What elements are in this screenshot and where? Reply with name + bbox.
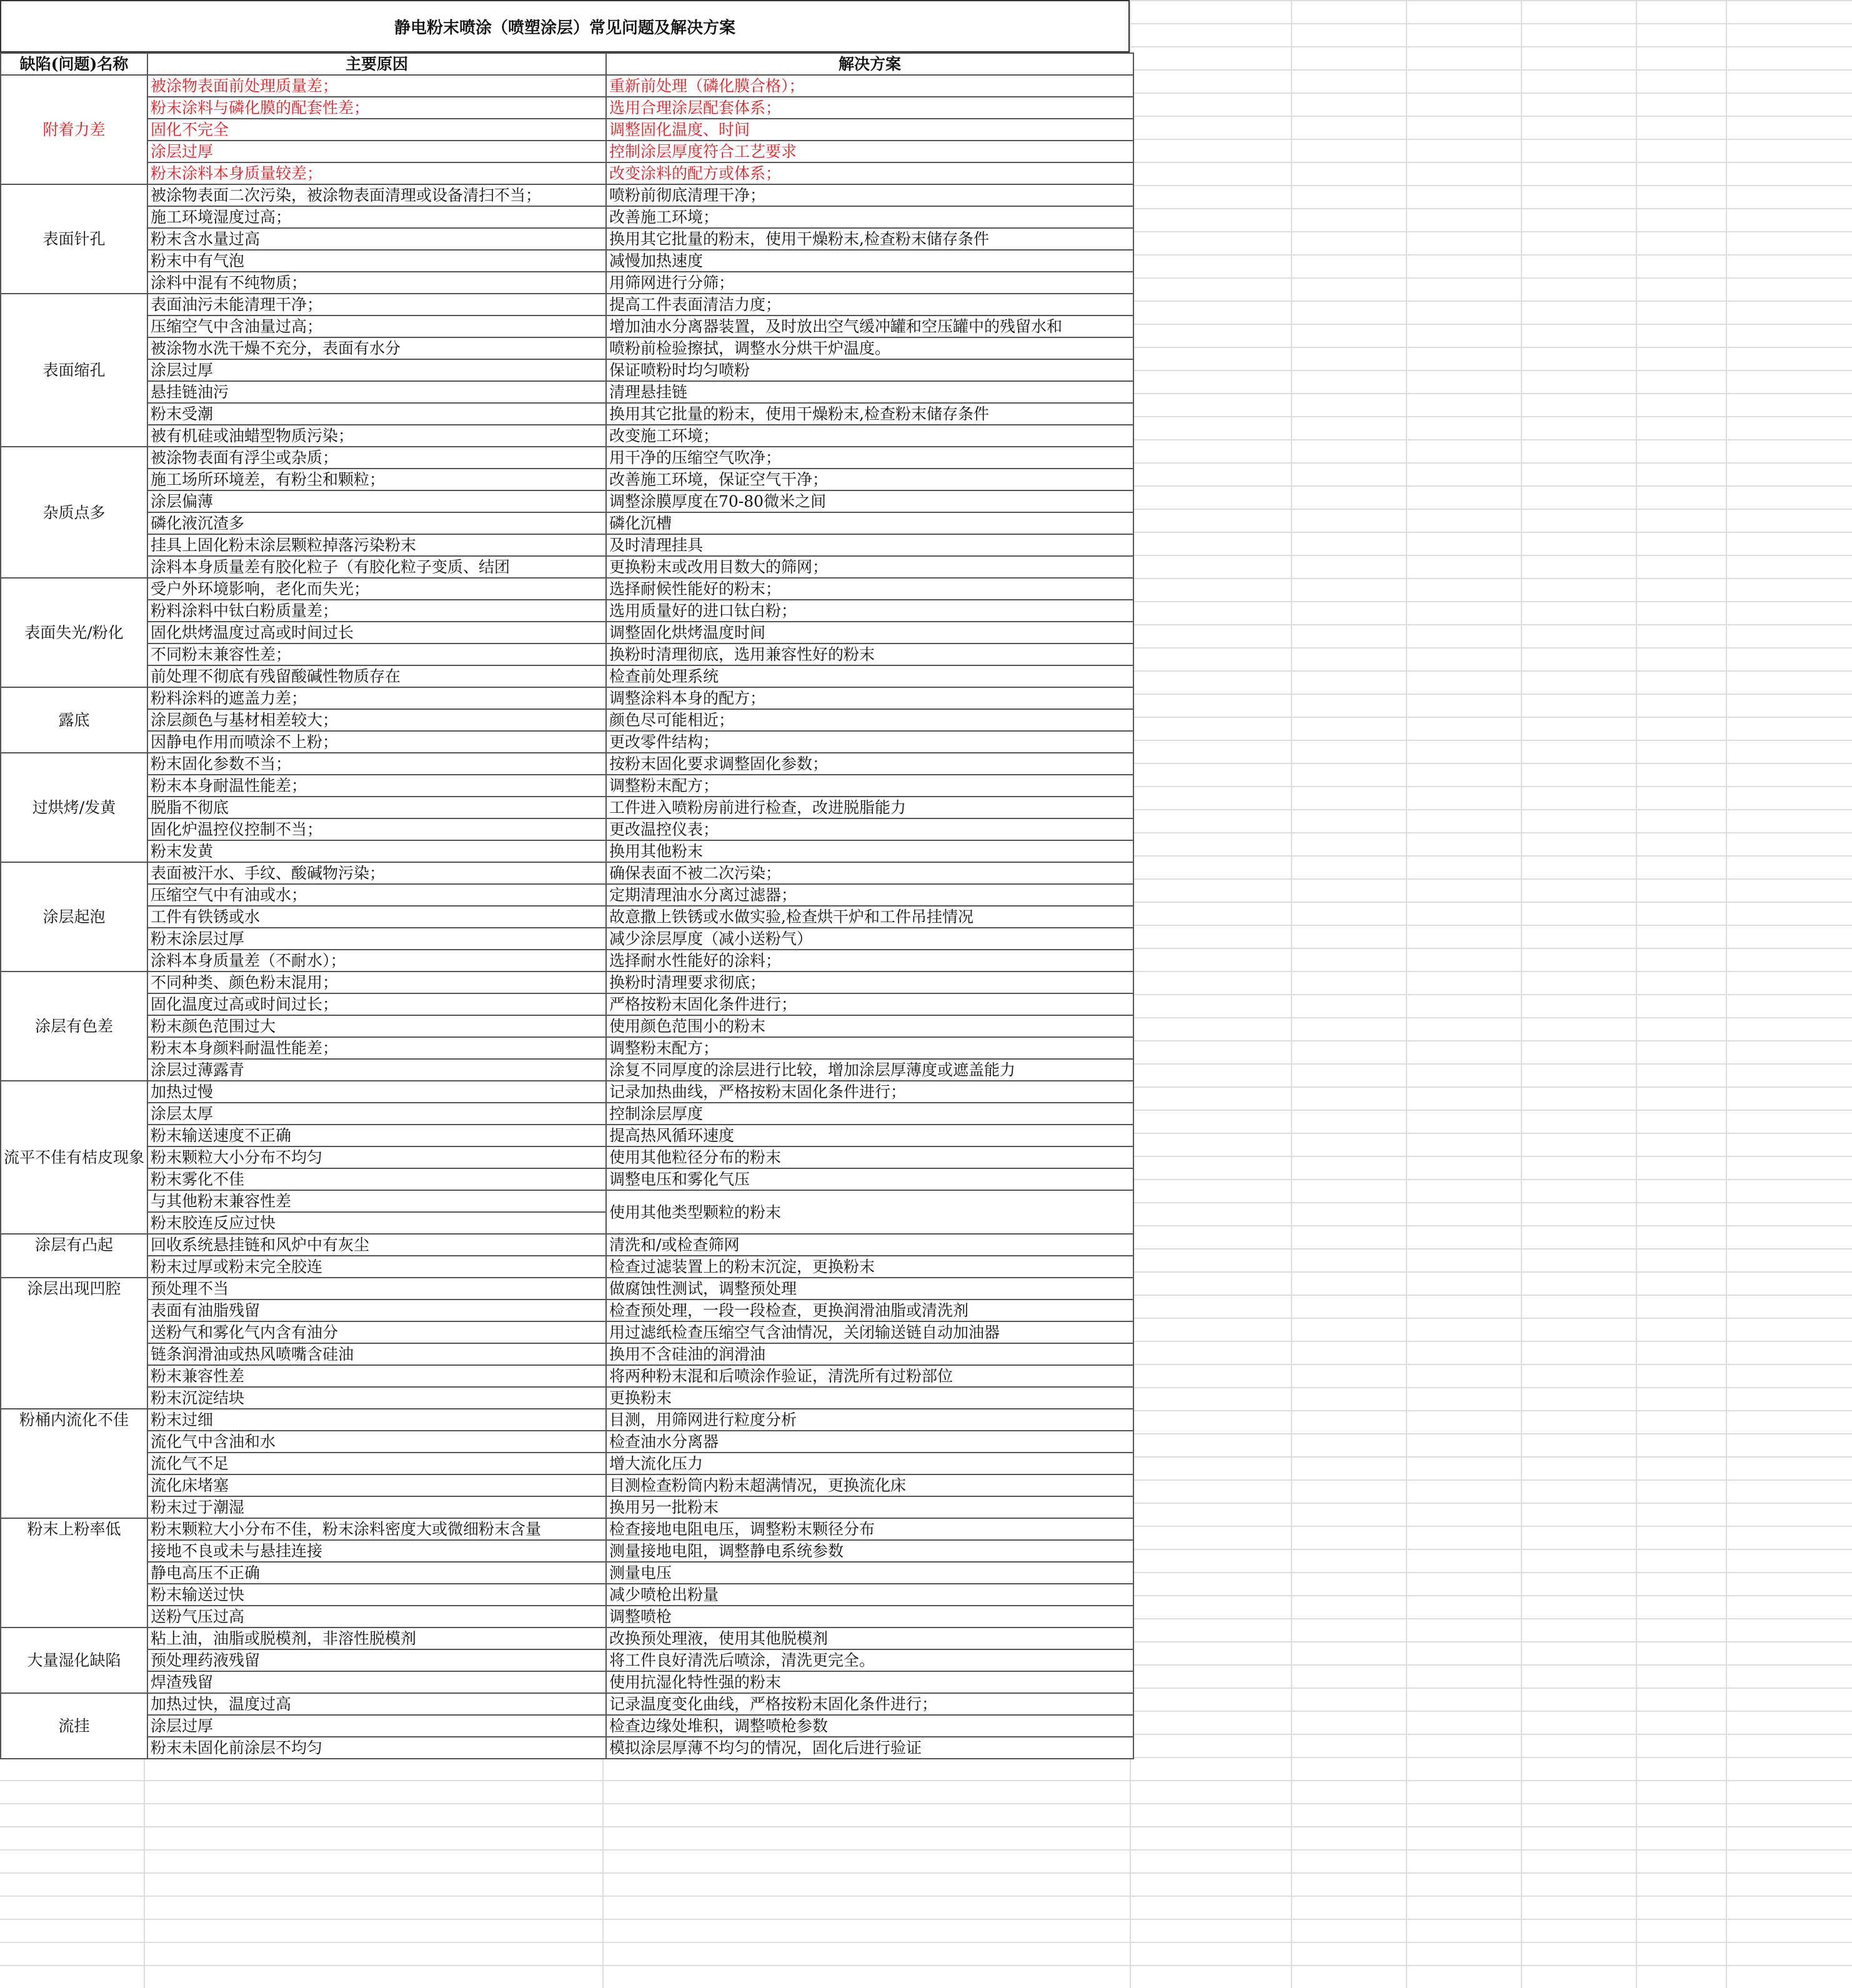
- table-row: [1, 425, 1133, 447]
- solution-cell[interactable]: 换用其他粉末: [606, 840, 1133, 862]
- solution-cell[interactable]: 检查边缘处堆积，调整喷枪参数: [606, 1715, 1133, 1737]
- cause-cell[interactable]: 粉末涂料与磷化膜的配套性差；: [147, 97, 606, 119]
- table-row: [1, 228, 1133, 250]
- solution-cell[interactable]: 换粉时清理要求彻底；: [606, 972, 1133, 993]
- cause-cell[interactable]: 焊渣残留: [147, 1671, 606, 1693]
- cause-cell[interactable]: 粉末本身耐温性能差；: [147, 775, 606, 797]
- table-row: [1, 556, 1133, 578]
- table-row: [1, 97, 1133, 119]
- solution-cell[interactable]: 调整涂料本身的配方；: [606, 687, 1133, 709]
- table-row: [1, 1015, 1133, 1037]
- defect-name-cell[interactable]: 流平不佳有桔皮现象: [1, 1081, 147, 1234]
- table-row: [1, 359, 1133, 381]
- table-row: [1, 993, 1133, 1015]
- table-row: [1, 687, 1133, 709]
- table-row: [1, 1453, 1133, 1474]
- cause-cell[interactable]: 涂料本身质量差有胶化粒子（有胶化粒子变质、结团: [147, 556, 606, 578]
- solution-cell[interactable]: 故意撒上铁锈或水做实验,检查烘干炉和工件吊挂情况: [606, 906, 1133, 928]
- table-row: [1, 1606, 1133, 1628]
- solution-cell[interactable]: 换用另一批粉末: [606, 1496, 1133, 1518]
- cause-cell[interactable]: 粉末发黄: [147, 840, 606, 862]
- cause-cell[interactable]: 不同种类、颜色粉末混用；: [147, 972, 606, 993]
- solution-cell[interactable]: 工件进入喷粉房前进行检查，改进脱脂能力: [606, 797, 1133, 818]
- cause-cell[interactable]: 粉末胶连反应过快: [147, 1212, 606, 1234]
- cause-cell[interactable]: 磷化液沉渣多: [147, 512, 606, 534]
- solution-cell[interactable]: 增大流化压力: [606, 1453, 1133, 1474]
- table-row: [1, 250, 1133, 272]
- solution-cell[interactable]: 检查接地电阻电压，调整粉末颗径分布: [606, 1518, 1133, 1540]
- table-row: [1, 1365, 1133, 1387]
- table-row: [1, 775, 1133, 797]
- solution-cell[interactable]: 使用抗湿化特性强的粉末: [606, 1671, 1133, 1693]
- table-row: [1, 1387, 1133, 1409]
- cause-cell[interactable]: 悬挂链油污: [147, 381, 606, 403]
- cause-cell[interactable]: 流化气不足: [147, 1453, 606, 1474]
- cause-cell[interactable]: 涂层过厚: [147, 141, 606, 162]
- solution-cell[interactable]: 检查前处理系统: [606, 665, 1133, 687]
- table-row: [1, 1518, 1133, 1540]
- table-row: [1, 1190, 1133, 1212]
- cause-cell[interactable]: 涂层过厚: [147, 1715, 606, 1737]
- cause-cell[interactable]: 压缩空气中有油或水；: [147, 884, 606, 906]
- table-row: [1, 162, 1133, 184]
- defect-name-cell[interactable]: 粉末上粉率低: [1, 1518, 147, 1628]
- cause-cell[interactable]: 固化温度过高或时间过长；: [147, 993, 606, 1015]
- gridline: [0, 1942, 1852, 1943]
- cause-cell[interactable]: 因静电作用而喷涂不上粉；: [147, 731, 606, 753]
- defect-name-cell[interactable]: 表面失光/粉化: [1, 578, 147, 687]
- solution-cell[interactable]: 模拟涂层厚薄不均匀的情况，固化后进行验证: [606, 1737, 1133, 1759]
- header-defect[interactable]: 缺陷(问题)名称: [1, 53, 147, 75]
- solution-cell[interactable]: 定期清理油水分离过滤器；: [606, 884, 1133, 906]
- cause-cell[interactable]: 粉末输送速度不正确: [147, 1125, 606, 1146]
- table-row: [1, 141, 1133, 162]
- defect-name-cell[interactable]: 表面缩孔: [1, 294, 147, 447]
- solution-cell[interactable]: 涂复不同厚度的涂层进行比较，增加涂层厚薄度或遮盖能力: [606, 1059, 1133, 1081]
- solution-cell[interactable]: 选用合理涂层配套体系；: [606, 97, 1133, 119]
- gridline: [0, 1872, 1852, 1874]
- defect-name-cell[interactable]: 涂层有凸起: [1, 1234, 147, 1278]
- table-row: [1, 665, 1133, 687]
- solution-cell[interactable]: 喷粉前检验擦拭，调整水分烘干炉温度。: [606, 337, 1133, 359]
- table-row: [1, 622, 1133, 644]
- solution-cell[interactable]: 调整涂膜厚度在70-80微米之间: [606, 490, 1133, 512]
- table-row: [1, 1081, 1133, 1103]
- solution-cell[interactable]: 保证喷粉时均匀喷粉: [606, 359, 1133, 381]
- table-row: [1, 1059, 1133, 1081]
- cause-cell[interactable]: 前处理不彻底有残留酸碱性物质存在: [147, 665, 606, 687]
- defect-name-cell[interactable]: 大量湿化缺陷: [1, 1628, 147, 1693]
- solution-cell[interactable]: 换用其它批量的粉末，使用干燥粉末,检查粉末储存条件: [606, 403, 1133, 425]
- solution-cell[interactable]: 调整粉末配方；: [606, 1037, 1133, 1059]
- cause-cell[interactable]: 被涂物表面二次污染，被涂物表面清理或设备清扫不当；: [147, 184, 606, 206]
- cause-cell[interactable]: 涂层过薄露青: [147, 1059, 606, 1081]
- cause-cell[interactable]: 不同粉末兼容性差；: [147, 644, 606, 665]
- table-row: [1, 1300, 1133, 1321]
- solution-cell[interactable]: 用干净的压缩空气吹净；: [606, 447, 1133, 469]
- solution-cell[interactable]: 换用不含硅油的润滑油: [606, 1343, 1133, 1365]
- solution-cell[interactable]: 将两种粉末混和后喷涂作验证，清洗所有过粉部位: [606, 1365, 1133, 1387]
- solution-cell[interactable]: 更换粉末或改用目数大的筛网；: [606, 556, 1133, 578]
- table-row: [1, 840, 1133, 862]
- cause-cell[interactable]: 加热过慢: [147, 1081, 606, 1103]
- solution-cell[interactable]: 按粉末固化要求调整固化参数；: [606, 753, 1133, 775]
- table-row: [1, 731, 1133, 753]
- solution-cell[interactable]: 重新前处理（磷化膜合格）；: [606, 75, 1133, 97]
- table-row: [1, 1649, 1133, 1671]
- solution-cell[interactable]: 改善施工环境；: [606, 206, 1133, 228]
- cause-cell[interactable]: 接地不良或未与悬挂连接: [147, 1540, 606, 1562]
- table-row: [1, 950, 1133, 972]
- solution-cell[interactable]: 调整电压和雾化气压: [606, 1168, 1133, 1190]
- table-row: [1, 1540, 1133, 1562]
- solution-cell[interactable]: 使用其他类型颗粒的粉末: [606, 1190, 1133, 1234]
- cause-cell[interactable]: 粉末沉淀结块: [147, 1387, 606, 1409]
- table-row: [1, 928, 1133, 950]
- solution-cell[interactable]: 记录温度变化曲线，严格按粉末固化条件进行；: [606, 1693, 1133, 1715]
- solution-cell[interactable]: 改换预处理液，使用其他脱模剂: [606, 1628, 1133, 1649]
- solution-cell[interactable]: 用过滤纸检查压缩空气含油情况，关闭输送链自动加油器: [606, 1321, 1133, 1343]
- table-row: [1, 1234, 1133, 1256]
- table-row: [1, 578, 1133, 600]
- table-row: [1, 862, 1133, 884]
- solution-cell[interactable]: 改变施工环境；: [606, 425, 1133, 447]
- solution-cell[interactable]: 换用其它批量的粉末，使用干燥粉末,检查粉末储存条件: [606, 228, 1133, 250]
- solution-cell[interactable]: 提高热风循环速度: [606, 1125, 1133, 1146]
- table-row: [1, 644, 1133, 665]
- table-row: [1, 119, 1133, 141]
- header-solution[interactable]: 解决方案: [606, 53, 1133, 75]
- defect-name-cell[interactable]: 杂质点多: [1, 447, 147, 578]
- defect-name-cell[interactable]: 涂层有色差: [1, 972, 147, 1081]
- cause-cell[interactable]: 送粉气和雾化气内含有油分: [147, 1321, 606, 1343]
- solution-cell[interactable]: 改变涂料的配方或体系；: [606, 162, 1133, 184]
- cause-cell[interactable]: 固化炉温控仪控制不当；: [147, 818, 606, 840]
- table-row: [1, 512, 1133, 534]
- solution-cell[interactable]: 检查过滤装置上的粉末沉淀，更换粉末: [606, 1256, 1133, 1278]
- solution-cell[interactable]: 清理悬挂链: [606, 381, 1133, 403]
- table-row: [1, 972, 1133, 993]
- table-row: [1, 1409, 1133, 1431]
- table-row: [1, 1562, 1133, 1584]
- solution-cell[interactable]: 更改温控仪表；: [606, 818, 1133, 840]
- cause-cell[interactable]: 粉末兼容性差: [147, 1365, 606, 1387]
- table-row: [1, 1168, 1133, 1190]
- table-row: [1, 1737, 1133, 1759]
- cause-cell[interactable]: 粉末过细: [147, 1409, 606, 1431]
- header-row: [1, 53, 1133, 75]
- solution-cell[interactable]: 调整固化烘烤温度时间: [606, 622, 1133, 644]
- cause-cell[interactable]: 粉末颗粒大小分布不均匀: [147, 1146, 606, 1168]
- table-row: [1, 469, 1133, 490]
- cause-cell[interactable]: 粉末颗粒大小分布不佳，粉末涂料密度大或微细粉末含量: [147, 1518, 606, 1540]
- solution-cell[interactable]: 用筛网进行分筛；: [606, 272, 1133, 294]
- cause-cell[interactable]: 施工环境湿度过高；: [147, 206, 606, 228]
- table-row: [1, 906, 1133, 928]
- gridline: [0, 1896, 1852, 1897]
- table-row: [1, 818, 1133, 840]
- sheet-title[interactable]: 静电粉末喷涂（喷塑涂层）常见问题及解决方案: [0, 0, 1130, 52]
- solution-cell[interactable]: 做腐蚀性测试，调整预处理: [606, 1278, 1133, 1300]
- solution-cell[interactable]: 选择耐候性能好的粉末；: [606, 578, 1133, 600]
- solution-cell[interactable]: 选用质量好的进口钛白粉；: [606, 600, 1133, 622]
- cause-cell[interactable]: 涂层颜色与基材相差较大；: [147, 709, 606, 731]
- cause-cell[interactable]: 涂层太厚: [147, 1103, 606, 1125]
- solution-cell[interactable]: 减少喷枪出粉量: [606, 1584, 1133, 1606]
- cause-cell[interactable]: 流化床堵塞: [147, 1474, 606, 1496]
- table-row: [1, 1496, 1133, 1518]
- cause-cell[interactable]: 预处理不当: [147, 1278, 606, 1300]
- cause-cell[interactable]: 粉料涂料的遮盖力差；: [147, 687, 606, 709]
- cause-cell[interactable]: 工件有铁锈或水: [147, 906, 606, 928]
- table-row: [1, 1584, 1133, 1606]
- table-row: [1, 797, 1133, 818]
- cause-cell[interactable]: 回收系统悬挂链和风炉中有灰尘: [147, 1234, 606, 1256]
- cause-cell[interactable]: 粉末固化参数不当；: [147, 753, 606, 775]
- cause-cell[interactable]: 被涂物表面前处理质量差；: [147, 75, 606, 97]
- solution-cell[interactable]: 目测，用筛网进行粒度分析: [606, 1409, 1133, 1431]
- solution-cell[interactable]: 磷化沉槽: [606, 512, 1133, 534]
- cause-cell[interactable]: 表面油污未能清理干净；: [147, 294, 606, 316]
- solution-cell[interactable]: 控制涂层厚度: [606, 1103, 1133, 1125]
- cause-cell[interactable]: 受户外环境影响，老化而失光；: [147, 578, 606, 600]
- table-row: [1, 316, 1133, 337]
- cause-cell[interactable]: 粉末受潮: [147, 403, 606, 425]
- cause-cell[interactable]: 预处理药液残留: [147, 1649, 606, 1671]
- cause-cell[interactable]: 被涂物水洗干燥不充分，表面有水分: [147, 337, 606, 359]
- solution-cell[interactable]: 确保表面不被二次污染；: [606, 862, 1133, 884]
- cause-cell[interactable]: 送粉气压过高: [147, 1606, 606, 1628]
- table-row: [1, 294, 1133, 316]
- cause-cell[interactable]: 涂料本身质量差（不耐水）；: [147, 950, 606, 972]
- table-row: [1, 272, 1133, 294]
- table-row: [1, 600, 1133, 622]
- solution-cell[interactable]: 喷粉前彻底清理干净；: [606, 184, 1133, 206]
- table-row: [1, 75, 1133, 97]
- solution-cell[interactable]: 调整粉末配方；: [606, 775, 1133, 797]
- solution-cell[interactable]: 记录加热曲线，严格按粉末固化条件进行；: [606, 1081, 1133, 1103]
- table-row: [1, 403, 1133, 425]
- table-row: [1, 1628, 1133, 1649]
- cause-cell[interactable]: 加热过快，温度过高: [147, 1693, 606, 1715]
- solution-cell[interactable]: 调整固化温度、时间: [606, 119, 1133, 141]
- cause-cell[interactable]: 被有机硅或油蜡型物质污染；: [147, 425, 606, 447]
- gridline: [0, 1919, 1852, 1920]
- solution-cell[interactable]: 更换粉末: [606, 1387, 1133, 1409]
- cause-cell[interactable]: 压缩空气中含油量过高；: [147, 316, 606, 337]
- table-row: [1, 1321, 1133, 1343]
- cause-cell[interactable]: 固化不完全: [147, 119, 606, 141]
- defect-name-cell[interactable]: 流挂: [1, 1693, 147, 1759]
- cause-cell[interactable]: 表面被汗水、手纹、酸碱物污染；: [147, 862, 606, 884]
- table-row: [1, 1278, 1133, 1300]
- solution-cell[interactable]: 将工件良好清洗后喷涂，清洗更完全。: [606, 1649, 1133, 1671]
- table-row: [1, 337, 1133, 359]
- header-cause[interactable]: 主要原因: [147, 53, 606, 75]
- table-row: [1, 1431, 1133, 1453]
- gridline: [0, 1965, 1852, 1966]
- solution-cell[interactable]: 使用其他粒径分布的粉末: [606, 1146, 1133, 1168]
- gridline: [0, 1826, 1852, 1827]
- solution-cell[interactable]: 减少涂层厚度（减小送粉气）: [606, 928, 1133, 950]
- table-row: [1, 381, 1133, 403]
- solution-cell[interactable]: 换粉时清理彻底，选用兼容性好的粉末: [606, 644, 1133, 665]
- table-row: [1, 884, 1133, 906]
- solution-cell[interactable]: 减慢加热速度: [606, 250, 1133, 272]
- solution-cell[interactable]: 测量接地电阻，调整静电系统参数: [606, 1540, 1133, 1562]
- table-row: [1, 1693, 1133, 1715]
- defect-name-cell[interactable]: 附着力差: [1, 75, 147, 184]
- solution-cell[interactable]: 及时清理挂具: [606, 534, 1133, 556]
- cause-cell[interactable]: 涂层过厚: [147, 359, 606, 381]
- cause-cell[interactable]: 表面有油脂残留: [147, 1300, 606, 1321]
- table-row: [1, 447, 1133, 469]
- cause-cell[interactable]: 涂料中混有不纯物质；: [147, 272, 606, 294]
- cause-cell[interactable]: 施工场所环境差，有粉尘和颗粒；: [147, 469, 606, 490]
- cause-cell[interactable]: 粉末输送过快: [147, 1584, 606, 1606]
- cause-cell[interactable]: 挂具上固化粉末涂层颗粒掉落污染粉末: [147, 534, 606, 556]
- defect-name-cell[interactable]: 过烘烤/发黄: [1, 753, 147, 862]
- gridline: [0, 1849, 1852, 1851]
- cause-cell[interactable]: 粉末本身颜料耐温性能差；: [147, 1037, 606, 1059]
- defect-name-cell[interactable]: 涂层出现凹腔: [1, 1278, 147, 1409]
- cause-cell[interactable]: 粉末过于潮湿: [147, 1496, 606, 1518]
- solution-cell[interactable]: 调整喷枪: [606, 1606, 1133, 1628]
- table-row: [1, 1037, 1133, 1059]
- defect-table: [0, 52, 1134, 1759]
- cause-cell[interactable]: 脱脂不彻底: [147, 797, 606, 818]
- solution-cell[interactable]: 选择耐水性能好的涂料；: [606, 950, 1133, 972]
- table-row: [1, 709, 1133, 731]
- table-row: [1, 753, 1133, 775]
- table-row: [1, 1256, 1133, 1278]
- defect-name-cell[interactable]: 粉桶内流化不佳: [1, 1409, 147, 1518]
- solution-cell[interactable]: 增加油水分离器装置，及时放出空气缓冲罐和空压罐中的残留水和: [606, 316, 1133, 337]
- solution-cell[interactable]: 颜色尽可能相近；: [606, 709, 1133, 731]
- table-row: [1, 1146, 1133, 1168]
- solution-cell[interactable]: 更改零件结构；: [606, 731, 1133, 753]
- cause-cell[interactable]: 粉料涂料中钛白粉质量差；: [147, 600, 606, 622]
- gridline: [0, 1780, 1852, 1781]
- solution-cell[interactable]: 严格按粉末固化条件进行；: [606, 993, 1133, 1015]
- table-row: [1, 1125, 1133, 1146]
- defect-name-cell[interactable]: 涂层起泡: [1, 862, 147, 972]
- table-row: [1, 1474, 1133, 1496]
- cause-cell[interactable]: 粉末中有气泡: [147, 250, 606, 272]
- solution-cell[interactable]: 控制涂层厚度符合工艺要求: [606, 141, 1133, 162]
- defect-name-cell[interactable]: 表面针孔: [1, 184, 147, 294]
- cause-cell[interactable]: 粉末涂层过厚: [147, 928, 606, 950]
- cause-cell[interactable]: 涂层偏薄: [147, 490, 606, 512]
- cause-cell[interactable]: 粉末颜色范围过大: [147, 1015, 606, 1037]
- table-row: [1, 490, 1133, 512]
- table-row: [1, 534, 1133, 556]
- cause-cell[interactable]: 链条润滑油或热风喷嘴含硅油: [147, 1343, 606, 1365]
- solution-cell[interactable]: 清洗和/或检查筛网: [606, 1234, 1133, 1256]
- solution-cell[interactable]: 测量电压: [606, 1562, 1133, 1584]
- solution-cell[interactable]: 使用颜色范围小的粉末: [606, 1015, 1133, 1037]
- solution-cell[interactable]: 检查预处理，一段一段检查，更换润滑油脂或清洗剂: [606, 1300, 1133, 1321]
- cause-cell[interactable]: 与其他粉末兼容性差: [147, 1190, 606, 1212]
- table-row: [1, 184, 1133, 206]
- cause-cell[interactable]: 粘上油，油脂或脱模剂，非溶性脱模剂: [147, 1628, 606, 1649]
- cause-cell[interactable]: 被涂物表面有浮尘或杂质；: [147, 447, 606, 469]
- defect-name-cell[interactable]: 露底: [1, 687, 147, 753]
- cause-cell[interactable]: 固化烘烤温度过高或时间过长: [147, 622, 606, 644]
- solution-cell[interactable]: 提高工件表面清洁力度；: [606, 294, 1133, 316]
- cause-cell[interactable]: 流化气中含油和水: [147, 1431, 606, 1453]
- cause-cell[interactable]: 粉末未固化前涂层不均匀: [147, 1737, 606, 1759]
- cause-cell[interactable]: 粉末雾化不佳: [147, 1168, 606, 1190]
- table-row: [1, 1671, 1133, 1693]
- gridline: [0, 1803, 1852, 1804]
- table-row: [1, 1343, 1133, 1365]
- table-row: [1, 206, 1133, 228]
- solution-cell[interactable]: 目测检查粉筒内粉末超满情况，更换流化床: [606, 1474, 1133, 1496]
- cause-cell[interactable]: 静电高压不正确: [147, 1562, 606, 1584]
- cause-cell[interactable]: 粉末含水量过高: [147, 228, 606, 250]
- table-row: [1, 1715, 1133, 1737]
- solution-cell[interactable]: 检查油水分离器: [606, 1431, 1133, 1453]
- cause-cell[interactable]: 粉末涂料本身质量较差；: [147, 162, 606, 184]
- cause-cell[interactable]: 粉末过厚或粉末完全胶连: [147, 1256, 606, 1278]
- solution-cell[interactable]: 改善施工环境，保证空气干净；: [606, 469, 1133, 490]
- table-row: [1, 1103, 1133, 1125]
